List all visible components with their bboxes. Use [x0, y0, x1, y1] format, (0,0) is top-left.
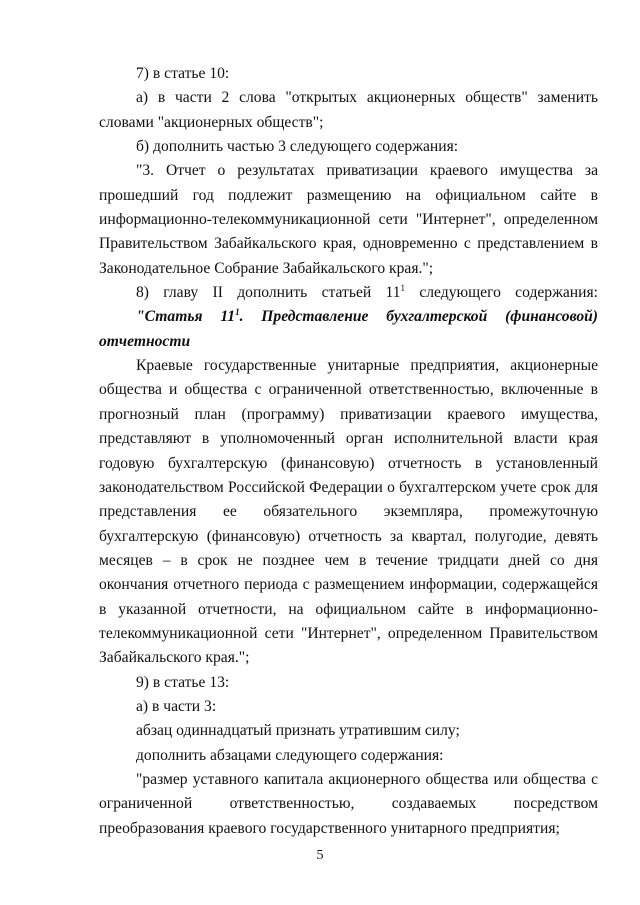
paragraph-abzac-11: абзац одиннадцатый признать утратившим силу; [136, 722, 460, 740]
paragraph-item-a: а) в части 2 слова "открытых акционерных обществ" заменить словами "акционерных обществ"; [99, 89, 598, 131]
paragraph-item-9a: а) в части 3: [136, 697, 217, 715]
paragraph-quote-3: "3. Отчет о результатах приватизации краевого имущества за прошедший год подлежит размещению на официальном сайте в информационно-телекоммуникационной сети "Интернет", определенном Правительством Забайкальского края, одновременно с представлением в Законодательное Собрание Забайкальского края."; [99, 162, 598, 277]
article-heading-title: . Представление бухгалтерской (финансовой) отчетности [99, 308, 598, 350]
paragraph-item-8 [99, 281, 598, 305]
article-heading-number: "Статья 11 [136, 308, 236, 326]
document-body [99, 62, 598, 841]
paragraph-item-8-tail: следующего содержания: [405, 284, 598, 302]
page-number: 5 [316, 848, 324, 863]
paragraph-item-b: б) дополнить частью 3 следующего содержания: [136, 138, 459, 156]
article-body: Краевые государственные унитарные предприятия, акционерные общества и общества с ограниченной ответственностью, включенные в прогнозный план (программу) приватизации краевого имущества, представляют в уполномоченный орган исполнительной власти края годовую бухгалтерскую (финансовую) отчетность в установленный законодательством Российской Федерации о бухгалтерском учете срок для представления ее обязательного экземпляра, промежуточную бухгалтерскую (финансовую) отчетность за квартал, полугодие, девять месяцев – в срок не позднее чем в течение тридцати дней со дня окончания отчетного периода с размещением информации, содержащейся в указанной отчетности, на официальном сайте в информационно-телекоммуникационной сети "Интернет", определенном Правительством Забайкальского края."; [99, 357, 598, 667]
paragraph-item-7: 7) в статье 10: [136, 65, 230, 82]
article-heading-superscript: 1 [235, 307, 240, 318]
paragraph-item-8-text: 8) главу II дополнить статьей 11 [136, 284, 401, 302]
superscript: 1 [400, 282, 406, 293]
paragraph-dopolnit: дополнить абзацами следующего содержания: [136, 746, 444, 764]
article-heading [99, 305, 598, 354]
paragraph-quote-capital: "размер уставного капитала акционерного общества или общества с ограниченной ответственностью, создаваемых посредством преобразования краевого государственного унитарного предприятия; [99, 770, 598, 837]
paragraph-item-9: 9) в статье 13: [136, 673, 230, 691]
